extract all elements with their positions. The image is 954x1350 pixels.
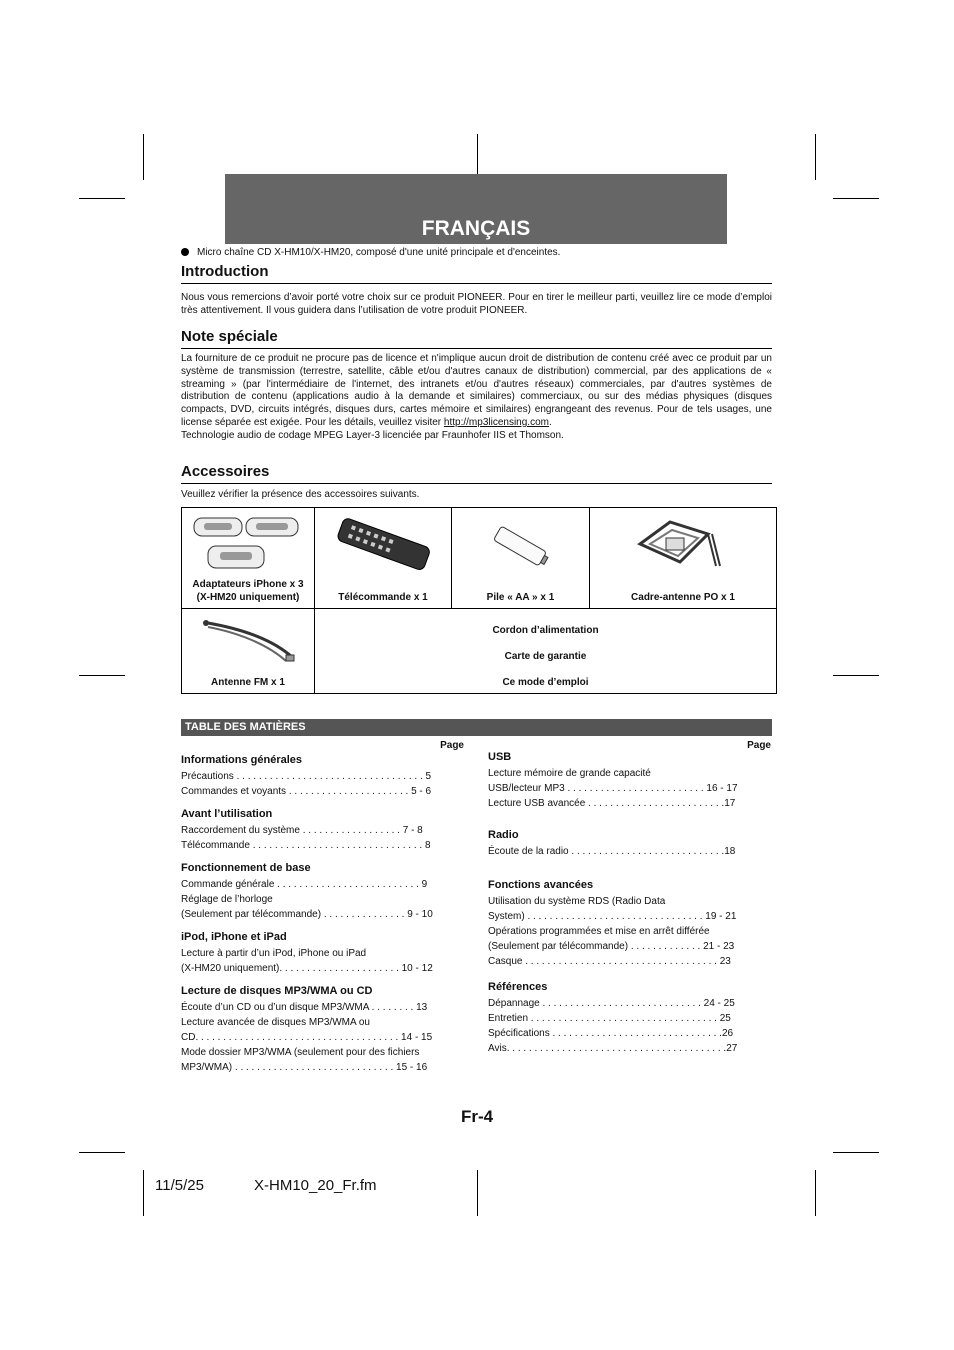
toc-group-heading: Avant l’utilisation xyxy=(181,808,273,820)
toc-entry[interactable]: (X-HM20 uniquement). . . . . . . . . . . . . . . . . . . . . . 10 - 12 xyxy=(181,963,433,974)
note-technology: Technologie audio de codage MPEG Layer-3 licenciée par Fraunhofer IIS et Thomson. xyxy=(181,429,564,441)
toc-entry[interactable]: Mode dossier MP3/WMA (seulement pour des fichiers xyxy=(181,1047,420,1058)
page-title: FRANÇAIS xyxy=(421,217,531,240)
crop-mark xyxy=(833,198,879,199)
note-text xyxy=(181,353,772,443)
toc-entry[interactable]: Écoute d’un CD ou d’un disque MP3/WMA . . . . . . . . 13 xyxy=(181,1002,428,1013)
note-body: La fourniture de ce produit ne procure pas de licence et n'implique aucun droit de distribution de contenu créé avec ce produit par un système de transmission (terrestre, satellite, câble et/ou d'autres canaux de distribution) commercial, par des applications de « streaming » (par l'intermédiaire de l'internet, des intranets et/ou d'autres réseaux) commerciales, par d'autres systèmes de distribution de contenu (applications audio à la demande et similaires) commerciaux, ou sur des médias physiques (disques compacts, DVD, circuits intégrés, disques durs, cartes mémoire et similaires) engrangeant des revenus. Pour de tels usages, une license séparée est exigée. Pour les détails, veuillez visiter xyxy=(181,353,772,428)
crop-mark xyxy=(143,134,144,180)
toc-entry[interactable]: Spécifications . . . . . . . . . . . . . . . . . . . . . . . . . . . . . . .26 xyxy=(488,1028,734,1039)
toc-entry[interactable]: Dépannage . . . . . . . . . . . . . . . . . . . . . . . . . . . . . 24 - 25 xyxy=(488,998,735,1009)
crop-mark xyxy=(833,1152,879,1153)
toc-entry[interactable]: Lecture mémoire de grande capacité xyxy=(488,768,651,779)
language-banner xyxy=(225,174,727,244)
accessory-iphone-adapters xyxy=(182,508,315,609)
toc-entry[interactable]: Casque . . . . . . . . . . . . . . . . . . . . . . . . . . . . . . . . . . . 23 xyxy=(488,956,731,967)
toc-entry[interactable]: Opérations programmées et mise en arrêt différée xyxy=(488,926,710,937)
accessory-fm-antenna xyxy=(182,609,315,694)
toc-group xyxy=(181,862,464,922)
toc-entry[interactable]: Réglage de l’horloge xyxy=(181,894,273,905)
introduction-heading: Introduction xyxy=(181,263,772,284)
toc-title: TABLE DES MATIÈRES xyxy=(185,721,306,733)
item-power-cord: Cordon d’alimentation xyxy=(492,625,599,636)
toc-entry[interactable]: Avis. . . . . . . . . . . . . . . . . . . . . . . . . . . . . . . . . . . . . . . .27 xyxy=(488,1043,738,1054)
accessories-intro: Veuillez vérifier la présence des accessoires suivants. xyxy=(181,489,420,500)
loop-caption: Cadre-antenne PO x 1 xyxy=(631,592,735,603)
toc-entry[interactable]: Entretien . . . . . . . . . . . . . . . . . . . . . . . . . . . . . . . . . . 25 xyxy=(488,1013,731,1024)
fm-caption: Antenne FM x 1 xyxy=(211,677,285,688)
toc-group-heading: Radio xyxy=(488,829,519,841)
introduction-section xyxy=(181,263,772,318)
page-column-label: Page xyxy=(747,740,771,751)
accessory-other-items xyxy=(315,609,777,694)
toc-group-heading: Fonctions avancées xyxy=(488,879,594,891)
toc-entry[interactable]: Écoute de la radio . . . . . . . . . . . . . . . . . . . . . . . . . . . .18 xyxy=(488,846,736,857)
battery-caption: Pile « AA » x 1 xyxy=(486,592,555,603)
iphone-caption-line2: (X-HM20 uniquement) xyxy=(196,592,300,603)
introduction-paragraph: Nous vous remercions d’avoir porté votre choix sur ce produit PIONEER. Pour en tirer le meilleur parti, veuillez lire ce mode d’emploi très attentivement. Il vous guidera dans l’utilisation de votre produit PIONEER. xyxy=(181,292,772,316)
iphone-adapter-icon xyxy=(182,508,314,580)
toc-group-heading: Informations générales xyxy=(181,754,303,766)
licensing-link[interactable]: http://mp3licensing.com xyxy=(443,416,549,428)
toc-group xyxy=(181,931,464,976)
toc-entry[interactable]: System) . . . . . . . . . . . . . . . . . . . . . . . . . . . . . . . . 19 - 21 xyxy=(488,911,737,922)
toc-group xyxy=(488,751,771,811)
toc-entry[interactable]: Lecture à partir d’un iPod, iPhone ou iPad xyxy=(181,948,367,959)
toc-entry[interactable]: (Seulement par télécommande) . . . . . . . . . . . . . . . 9 - 10 xyxy=(181,909,433,920)
crop-mark xyxy=(815,134,816,180)
battery-icon xyxy=(452,508,589,580)
fm-antenna-icon xyxy=(182,609,314,671)
introduction-text xyxy=(181,292,772,318)
toc-entry[interactable]: Utilisation du système RDS (Radio Data xyxy=(488,896,666,907)
note-section xyxy=(181,328,772,443)
crop-mark xyxy=(477,134,478,174)
iphone-caption-line1: Adaptateurs iPhone x 3 xyxy=(192,579,304,590)
toc-entry[interactable]: (Seulement par télécommande) . . . . . . . . . . . . . 21 - 23 xyxy=(488,941,735,952)
crop-mark xyxy=(79,675,125,676)
toc-group xyxy=(488,829,771,859)
accessory-battery xyxy=(452,508,590,609)
toc-group xyxy=(181,808,464,853)
toc-entry[interactable]: Commande générale . . . . . . . . . . . . . . . . . . . . . . . . . . 9 xyxy=(181,879,428,890)
remote-control-icon xyxy=(315,508,451,580)
toc-header xyxy=(181,719,772,736)
crop-mark xyxy=(143,1170,144,1216)
item-warranty-card: Carte de garantie xyxy=(504,651,587,662)
toc-entry[interactable]: Commandes et voyants . . . . . . . . . . . . . . . . . . . . . . 5 - 6 xyxy=(181,786,432,797)
bullet-text: Micro chaîne CD X-HM10/X-HM20, composé d'une unité principale et d'enceintes. xyxy=(197,247,561,258)
toc-entry[interactable]: Lecture avancée de disques MP3/WMA ou xyxy=(181,1017,370,1028)
toc-group-heading: Lecture de disques MP3/WMA ou CD xyxy=(181,985,373,997)
accessory-remote xyxy=(315,508,452,609)
toc-group xyxy=(181,754,464,799)
toc-group xyxy=(488,879,771,969)
note-heading: Note spéciale xyxy=(181,328,772,349)
am-loop-antenna-icon xyxy=(590,508,776,580)
accessories-section xyxy=(181,463,772,502)
item-manual: Ce mode d’emploi xyxy=(502,677,589,688)
toc-entry[interactable]: USB/lecteur MP3 . . . . . . . . . . . . . . . . . . . . . . . . . 16 - 17 xyxy=(488,783,738,794)
toc-entry[interactable]: Raccordement du système . . . . . . . . . . . . . . . . . . 7 - 8 xyxy=(181,825,423,836)
crop-mark xyxy=(477,1170,478,1216)
accessory-am-loop xyxy=(590,508,777,609)
footer-date: 11/5/25 xyxy=(155,1177,204,1194)
toc-left-column xyxy=(181,740,464,1084)
toc-group xyxy=(181,985,464,1075)
toc-group-heading: Fonctionnement de base xyxy=(181,862,311,874)
toc-right-column xyxy=(488,740,771,1065)
crop-mark xyxy=(833,675,879,676)
accessories-table xyxy=(181,507,777,694)
accessories-heading: Accessoires xyxy=(181,463,772,484)
toc-entry[interactable]: Lecture USB avancée . . . . . . . . . . . . . . . . . . . . . . . . .17 xyxy=(488,798,736,809)
toc-group xyxy=(488,981,771,1056)
page-number: Fr-4 xyxy=(461,1107,494,1126)
bullet-icon xyxy=(181,248,189,256)
page-column-label: Page xyxy=(440,740,464,751)
toc-entry[interactable]: Télécommande . . . . . . . . . . . . . . . . . . . . . . . . . . . . . . . 8 xyxy=(181,840,431,851)
toc-entry[interactable]: CD. . . . . . . . . . . . . . . . . . . . . . . . . . . . . . . . . . . . . 14 - 15 xyxy=(181,1032,433,1043)
toc-group-heading: USB xyxy=(488,751,512,763)
toc-entry[interactable]: MP3/WMA) . . . . . . . . . . . . . . . . . . . . . . . . . . . . . 15 - 16 xyxy=(181,1062,428,1073)
footer-filename: X-HM10_20_Fr.fm xyxy=(254,1177,377,1194)
toc-group-heading: iPod, iPhone et iPad xyxy=(181,931,287,943)
bullet-note xyxy=(181,247,560,258)
toc-entry[interactable]: Précautions . . . . . . . . . . . . . . . . . . . . . . . . . . . . . . . . . . 5 xyxy=(181,771,432,782)
crop-mark xyxy=(815,1170,816,1216)
note-paragraph xyxy=(181,353,772,430)
crop-mark xyxy=(79,1152,125,1153)
note-period: . xyxy=(548,416,552,428)
toc-group-heading: Références xyxy=(488,981,548,993)
crop-mark xyxy=(79,198,125,199)
remote-caption: Télécommande x 1 xyxy=(338,592,428,603)
